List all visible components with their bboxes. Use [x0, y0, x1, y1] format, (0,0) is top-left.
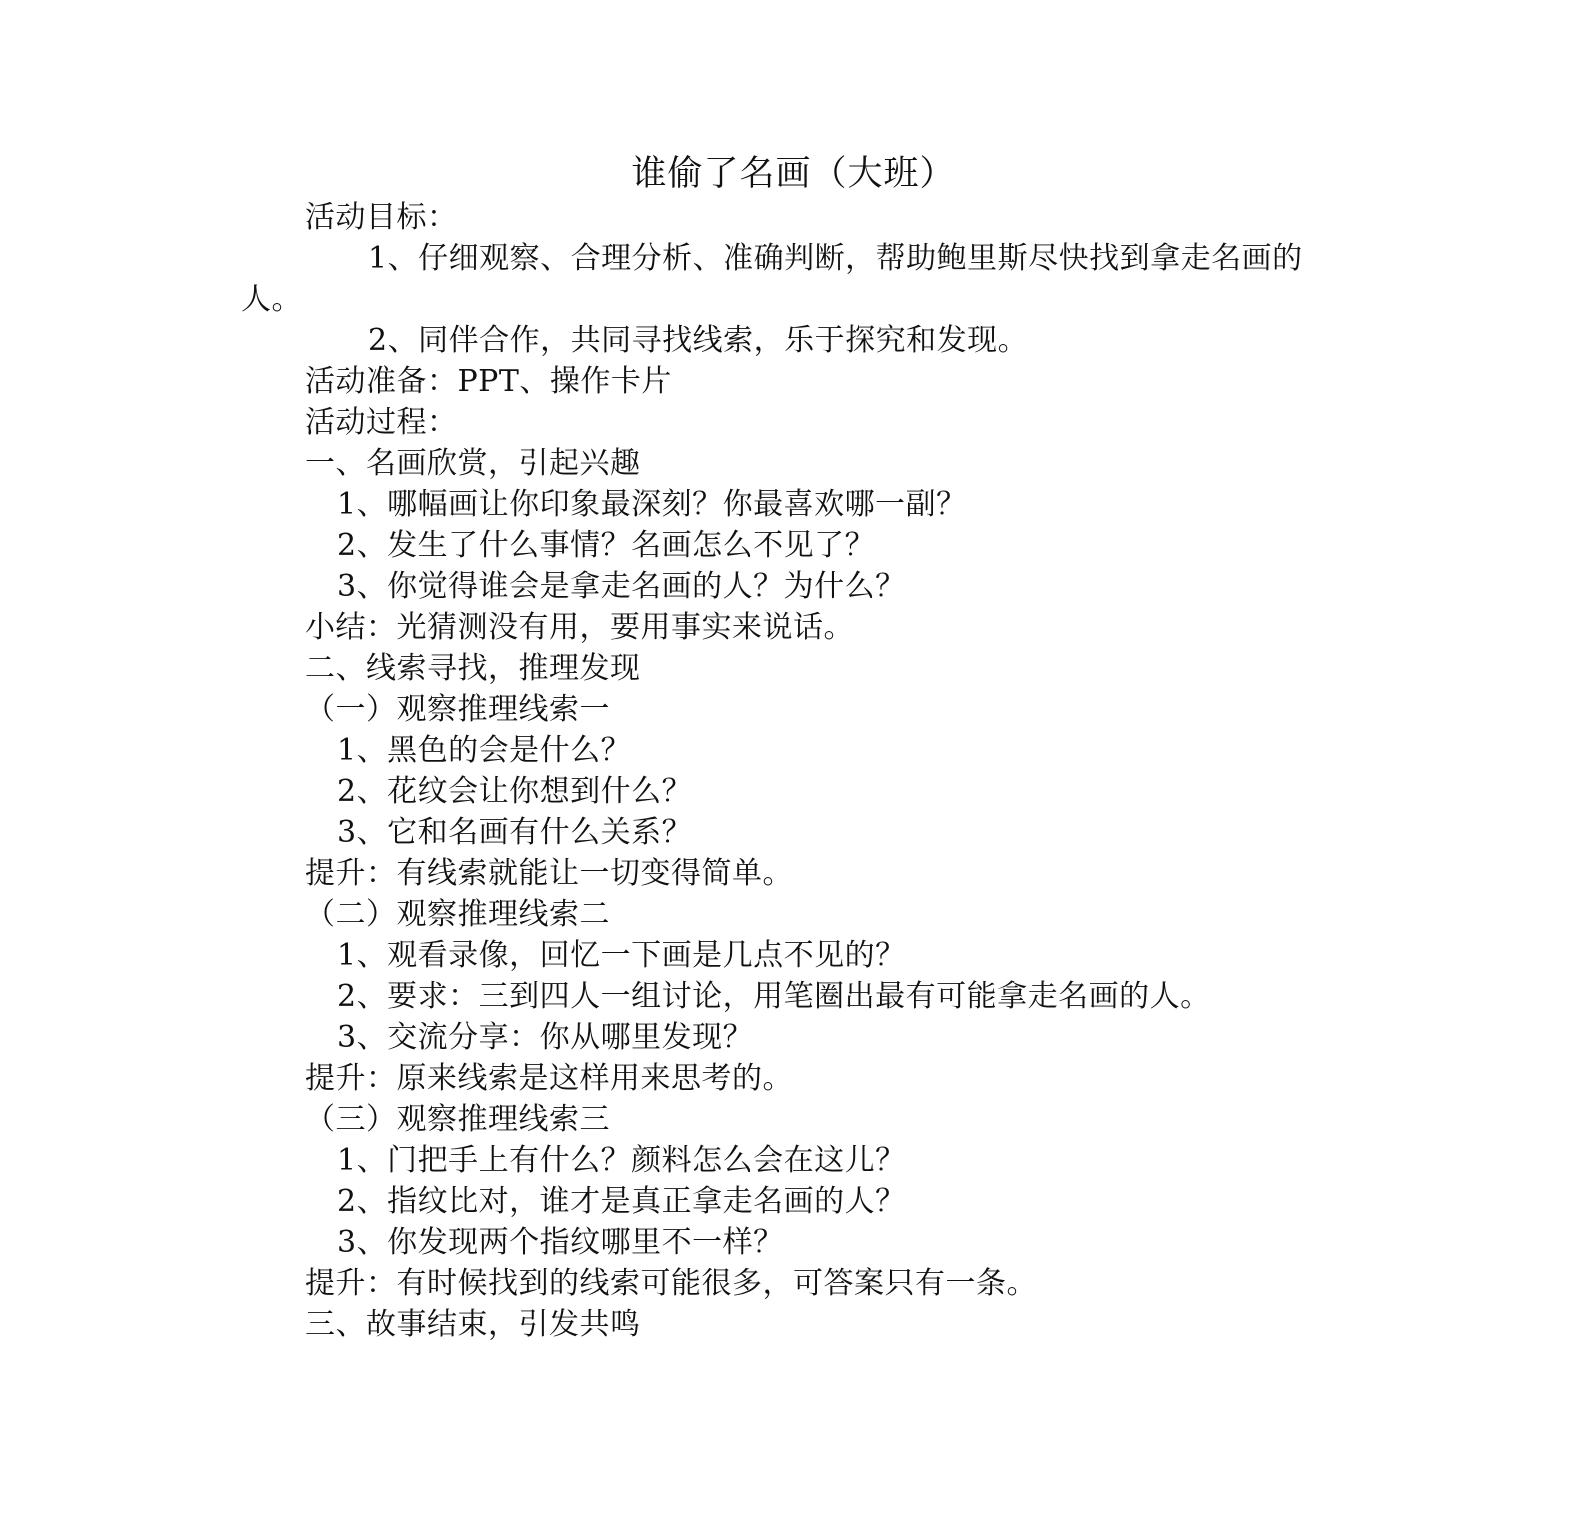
section-1-summary: 小结：光猜测没有用，要用事实来说话。 [305, 610, 854, 645]
goals-heading: 活动目标： [305, 200, 458, 235]
goal-2: 2、同伴合作，共同寻找线索，乐于探究和发现。 [368, 323, 1029, 358]
section-3-heading: 三、故事结束，引发共鸣 [305, 1307, 641, 1342]
clue-3-item: 2、指纹比对，谁才是真正拿走名画的人？ [337, 1184, 906, 1219]
clue-1-heading: （一）观察推理线索一 [305, 692, 610, 727]
clue-3-item: 3、你发现两个指纹哪里不一样？ [337, 1225, 784, 1260]
clue-2-summary: 提升：原来线索是这样用来思考的。 [305, 1061, 793, 1096]
section-1-item: 1、哪幅画让你印象最深刻？你最喜欢哪一副？ [337, 487, 967, 522]
clue-2-item: 1、观看录像，回忆一下画是几点不见的？ [337, 938, 906, 973]
clue-3-summary: 提升：有时候找到的线索可能很多，可答案只有一条。 [305, 1266, 1037, 1301]
section-2-heading: 二、线索寻找，推理发现 [305, 651, 641, 686]
preparation-line: 活动准备：PPT、操作卡片 [305, 364, 672, 399]
document-title: 谁偷了名画（大班） [631, 154, 956, 194]
section-1-item: 2、发生了什么事情？名画怎么不见了？ [337, 528, 876, 563]
goal-1-line-2: 人。 [241, 282, 302, 317]
clue-1-item: 3、它和名画有什么关系？ [337, 815, 693, 850]
clue-2-item: 2、要求：三到四人一组讨论，用笔圈出最有可能拿走名画的人。 [337, 979, 1211, 1014]
clue-1-summary: 提升：有线索就能让一切变得简单。 [305, 856, 793, 891]
clue-3-item: 1、门把手上有什么？颜料怎么会在这儿？ [337, 1143, 906, 1178]
clue-3-heading: （三）观察推理线索三 [305, 1102, 610, 1137]
section-1-item: 3、你觉得谁会是拿走名画的人？为什么？ [337, 569, 906, 604]
section-1-heading: 一、名画欣赏，引起兴趣 [305, 446, 641, 481]
goal-1-line-1: 1、仔细观察、合理分析、准确判断，帮助鲍里斯尽快找到拿走名画的 [368, 241, 1303, 276]
clue-1-item: 1、黑色的会是什么？ [337, 733, 632, 768]
clue-2-heading: （二）观察推理线索二 [305, 897, 610, 932]
clue-1-item: 2、花纹会让你想到什么？ [337, 774, 693, 809]
process-heading: 活动过程： [305, 405, 458, 440]
clue-2-item: 3、交流分享：你从哪里发现？ [337, 1020, 754, 1055]
